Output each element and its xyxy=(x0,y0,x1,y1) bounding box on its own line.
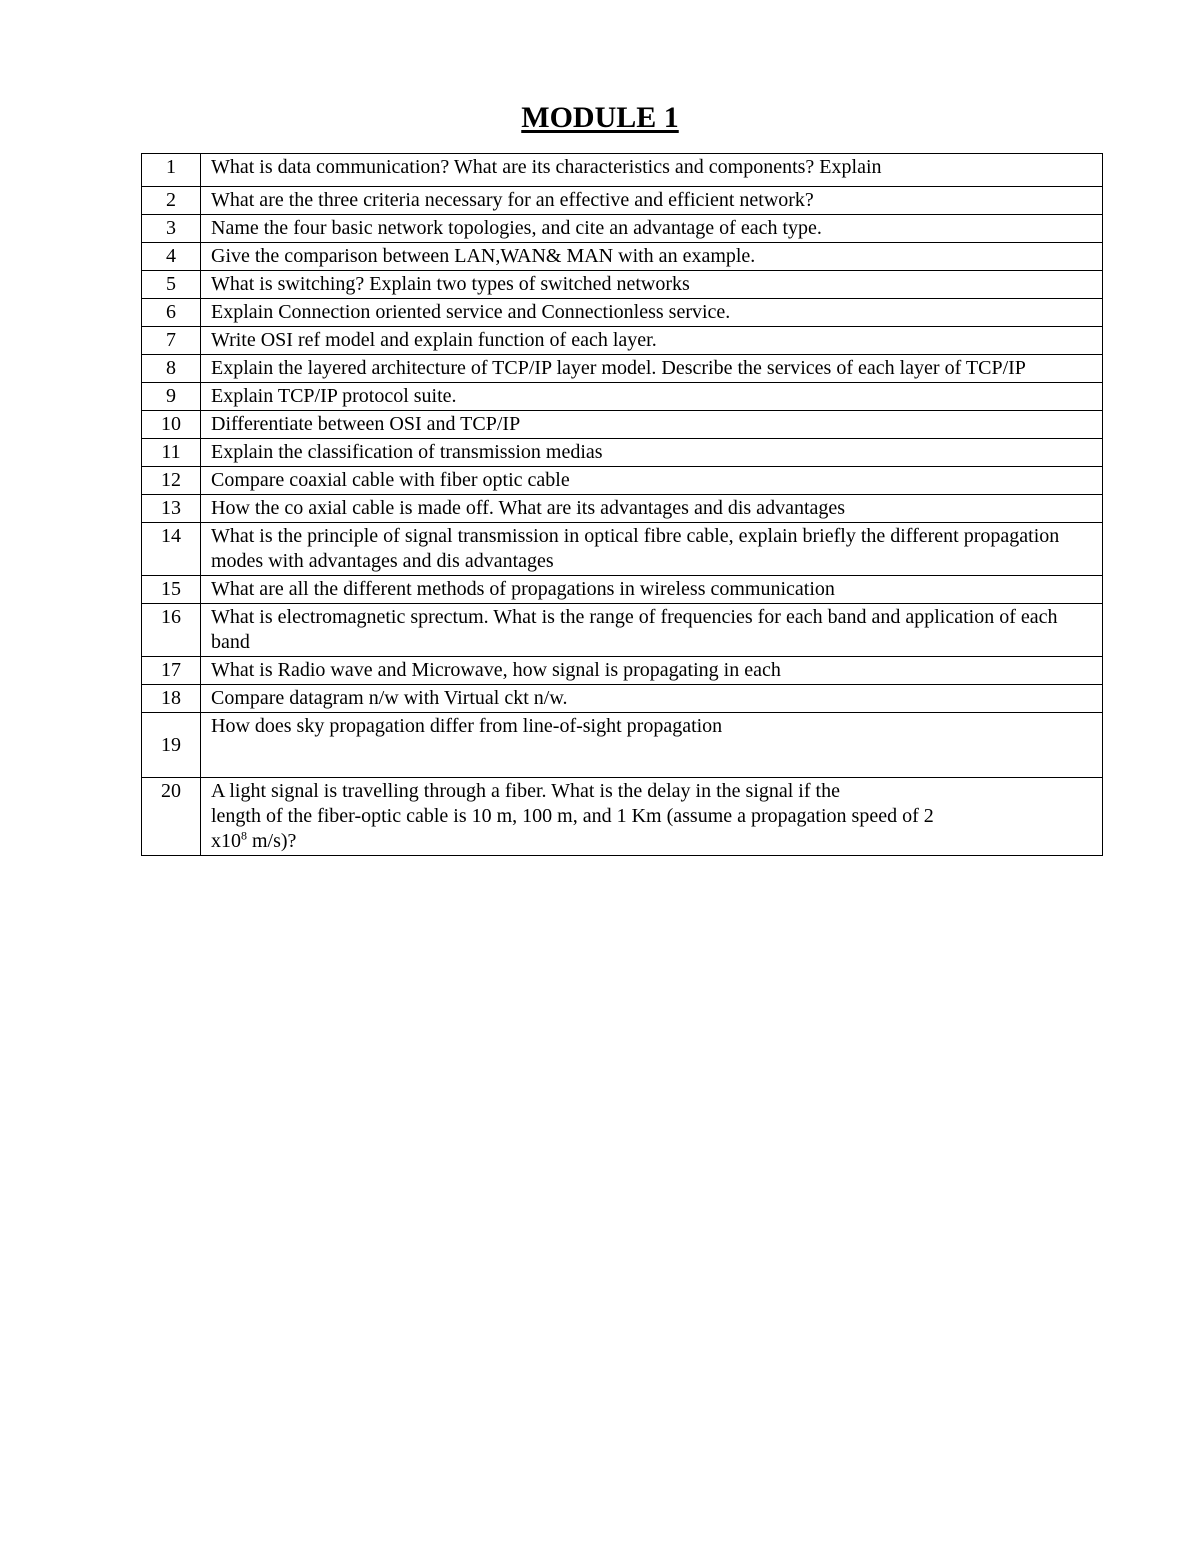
question-number: 9 xyxy=(142,383,201,411)
table-row xyxy=(142,657,1103,685)
question-text xyxy=(201,778,1103,856)
question-number: 19 xyxy=(142,713,201,778)
question-number: 8 xyxy=(142,355,201,383)
table-row xyxy=(142,187,1103,215)
question-number: 7 xyxy=(142,327,201,355)
question-text-post: m/s)? xyxy=(247,830,297,852)
question-text: Write OSI ref model and explain function of each layer. xyxy=(201,327,1103,355)
question-number: 1 xyxy=(142,154,201,187)
question-number: 4 xyxy=(142,243,201,271)
question-number: 2 xyxy=(142,187,201,215)
question-number: 16 xyxy=(142,604,201,657)
table-row xyxy=(142,778,1103,856)
question-text: Name the four basic network topologies, and cite an advantage of each type. xyxy=(201,215,1103,243)
question-number: 11 xyxy=(142,439,201,467)
question-text: What is switching? Explain two types of switched networks xyxy=(201,271,1103,299)
question-text: Compare datagram n/w with Virtual ckt n/w. xyxy=(201,685,1103,713)
table-row xyxy=(142,327,1103,355)
question-text: What is data communication? What are its characteristics and components? Explain xyxy=(201,154,1103,187)
question-text: Explain TCP/IP protocol suite. xyxy=(201,383,1103,411)
question-text: How does sky propagation differ from line-of-sight propagation xyxy=(201,713,1103,778)
question-number: 20 xyxy=(142,778,201,856)
question-text: Explain Connection oriented service and Connectionless service. xyxy=(201,299,1103,327)
table-row xyxy=(142,713,1103,778)
question-number: 6 xyxy=(142,299,201,327)
table-row xyxy=(142,523,1103,576)
question-number: 12 xyxy=(142,467,201,495)
question-text: Explain the classification of transmission medias xyxy=(201,439,1103,467)
question-text: Explain the layered architecture of TCP/IP layer model. Describe the services of each layer of TCP/IP xyxy=(201,355,1103,383)
question-number: 15 xyxy=(142,576,201,604)
question-text: What is Radio wave and Microwave, how signal is propagating in each xyxy=(201,657,1103,685)
table-row xyxy=(142,271,1103,299)
table-row xyxy=(142,685,1103,713)
exponent: 8 xyxy=(241,828,247,843)
table-row xyxy=(142,604,1103,657)
question-text-pre: x10 xyxy=(211,830,241,852)
question-number: 18 xyxy=(142,685,201,713)
question-text: What are the three criteria necessary for an effective and efficient network? xyxy=(201,187,1103,215)
question-text-line2: length of the fiber-optic cable is 10 m, 100 m, and 1 Km (assume a propagation speed of 2 xyxy=(211,805,934,827)
table-row xyxy=(142,299,1103,327)
question-text: What is the principle of signal transmission in optical fibre cable, explain briefly the different propagation modes with advantages and dis advantages xyxy=(201,523,1103,576)
question-number: 13 xyxy=(142,495,201,523)
table-row xyxy=(142,355,1103,383)
question-text: How the co axial cable is made off. What are its advantages and dis advantages xyxy=(201,495,1103,523)
question-text-line1: A light signal is travelling through a fiber. What is the delay in the signal if the xyxy=(211,780,840,802)
question-text: Compare coaxial cable with fiber optic cable xyxy=(201,467,1103,495)
question-number: 10 xyxy=(142,411,201,439)
table-row xyxy=(142,383,1103,411)
question-number: 5 xyxy=(142,271,201,299)
questions-table xyxy=(141,153,1103,856)
table-row xyxy=(142,154,1103,187)
question-number: 17 xyxy=(142,657,201,685)
question-number: 3 xyxy=(142,215,201,243)
table-row xyxy=(142,467,1103,495)
table-row xyxy=(142,215,1103,243)
question-text: What is electromagnetic sprectum. What is the range of frequencies for each band and application of each band xyxy=(201,604,1103,657)
page-title: MODULE 1 xyxy=(521,101,679,134)
question-text: What are all the different methods of propagations in wireless communication xyxy=(201,576,1103,604)
question-text: Give the comparison between LAN,WAN& MAN with an example. xyxy=(201,243,1103,271)
table-row xyxy=(142,576,1103,604)
question-number: 14 xyxy=(142,523,201,576)
table-row xyxy=(142,411,1103,439)
table-row xyxy=(142,439,1103,467)
table-row xyxy=(142,495,1103,523)
question-text: Differentiate between OSI and TCP/IP xyxy=(201,411,1103,439)
table-row xyxy=(142,243,1103,271)
